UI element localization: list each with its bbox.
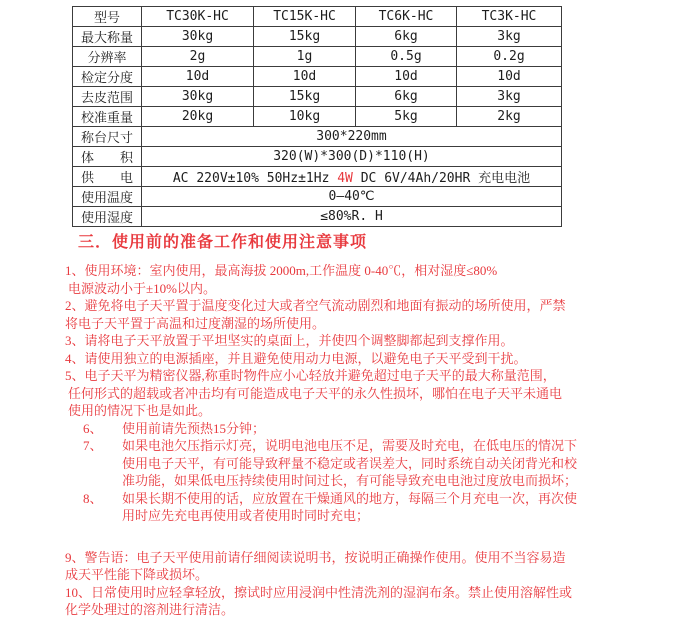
spec-value: 3kg	[457, 87, 562, 107]
note-text: 避免将电子天平置于温度变化过大或者空气流动剧烈和地面有振动的场所使用，严禁	[84, 298, 566, 313]
spec-label: 供 电	[73, 167, 142, 187]
note-number: 2、	[65, 298, 85, 313]
notes-list	[65, 262, 665, 619]
table-row-dimensions	[73, 147, 562, 167]
note-number: 10、	[65, 584, 92, 600]
spec-value: 15kg	[254, 27, 356, 47]
note-number: 7、	[83, 438, 103, 453]
note-item-8	[65, 490, 665, 525]
table-row-calibration-weight	[73, 107, 562, 127]
spec-value: 6kg	[356, 27, 457, 47]
spec-value: 320(W)*300(D)*110(H)	[142, 147, 562, 167]
note-item-5	[65, 367, 665, 420]
note-item-1	[65, 262, 665, 297]
note-text: 日常使用时应轻拿轻放，擦试时应用浸润中性清洗剂的湿润布条。禁止使用溶解性或	[91, 584, 573, 600]
note-text: 请使用独立的电源插座，并且避免使用动力电源，以避免电子天平受到干扰。	[84, 350, 527, 366]
spec-value: 0.2g	[457, 47, 562, 67]
spec-value: 6kg	[356, 87, 457, 107]
spec-value: 10d	[356, 67, 457, 87]
spec-label: 最大称量	[73, 27, 142, 47]
note-text: 电源波动小于±10%以内。	[68, 280, 216, 296]
table-row-tare-range	[73, 87, 562, 107]
spec-value: 0—40℃	[142, 187, 562, 207]
spec-value: 20kg	[142, 107, 254, 127]
spec-table	[72, 6, 562, 227]
model-cell: TC6K-HC	[356, 7, 457, 27]
spec-value: 2kg	[457, 107, 562, 127]
note-text: 化学处理过的溶剂进行清洁。	[65, 602, 235, 617]
note-text: 如果长期不使用的话，应放置在干燥通风的地方，每隔三个月充电一次，再次使	[122, 490, 578, 506]
note-number: 4、	[65, 350, 85, 366]
note-item-3	[65, 332, 665, 350]
note-number: 3、	[65, 333, 85, 348]
note-text: 电子天平为精密仪器,称重时物件应小心轻放并避免超过电子天平的最大称量范围，	[84, 368, 556, 383]
table-row-max-capacity	[73, 27, 562, 47]
note-text: 使用前请先预热15分钟；	[122, 420, 266, 436]
spec-value-power	[142, 167, 562, 187]
note-text: 警告语：电子天平使用前请仔细阅读说明书，按说明正确操作使用。使用不当容易造	[84, 549, 566, 565]
model-cell: TC30K-HC	[142, 7, 254, 27]
note-text: 使用的情况下也是如此。	[68, 403, 212, 418]
model-cell: TC15K-HC	[254, 7, 356, 27]
spec-value: 2g	[142, 47, 254, 67]
note-text: 使用环境：室内使用，最高海拔 2000m,工作温度 0-40℃，相对湿度≤80%	[84, 263, 498, 278]
spec-value: 5kg	[356, 107, 457, 127]
spec-label: 分辨率	[73, 47, 142, 67]
note-number: 1、	[65, 263, 85, 278]
spec-label: 称台尺寸	[73, 127, 142, 147]
table-row-power-supply	[73, 167, 562, 187]
spec-label: 校准重量	[73, 107, 142, 127]
spec-value: 10d	[142, 67, 254, 87]
note-item-9	[65, 549, 665, 584]
note-text: 请将电子天平放置于平坦坚实的桌面上，并使四个调整脚都起到支撑作用。	[84, 333, 514, 348]
spec-value: 300*220mm	[142, 127, 562, 147]
table-row-operating-humidity	[73, 207, 562, 227]
spec-label: 使用温度	[73, 187, 142, 207]
spec-value: 1g	[254, 47, 356, 67]
note-text: 用时应先充电再使用或者使用时同时充电；	[122, 508, 370, 523]
note-text: 准功能，如果低电压持续使用时间过长，有可能导致充电电池过度放电而损坏；	[122, 473, 578, 488]
model-cell: TC3K-HC	[457, 7, 562, 27]
note-item-10	[65, 584, 665, 619]
note-item-2	[65, 297, 665, 332]
note-text: 成天平性能下降或损坏。	[65, 567, 209, 582]
section-title: 三．使用前的准备工作和使用注意事项	[78, 234, 368, 251]
note-number: 8、	[83, 490, 103, 506]
header-label-cell: 型号	[73, 7, 142, 27]
note-number: 5、	[65, 368, 85, 383]
spec-label: 检定分度	[73, 67, 142, 87]
table-row-operating-temperature	[73, 187, 562, 207]
note-text: 如果电池欠压指示灯亮，说明电池电压不足，需要及时充电，在低电压的情况下	[122, 438, 578, 453]
table-header-row	[73, 7, 562, 27]
spec-value: 0.5g	[356, 47, 457, 67]
table-row-resolution	[73, 47, 562, 67]
note-number: 6、	[83, 420, 103, 436]
power-suffix: DC 6V/4Ah/20HR 充电电池	[352, 171, 531, 186]
note-text: 使用电子天平，有可能导致秤量不稳定或者误差大，同时系统自动关闭背光和校	[122, 455, 578, 471]
power-wattage-highlight: 4W	[337, 171, 353, 186]
note-text: 将电子天平置于高温和过度潮湿的场所使用。	[65, 315, 326, 331]
spec-value: 30kg	[142, 27, 254, 47]
note-item-6	[65, 420, 665, 438]
spec-value: 10d	[457, 67, 562, 87]
spec-value: 30kg	[142, 87, 254, 107]
table-row-platform-size	[73, 127, 562, 147]
note-item-4	[65, 350, 665, 368]
spec-value: 10d	[254, 67, 356, 87]
table-row-verification-division	[73, 67, 562, 87]
note-number: 9、	[65, 549, 85, 565]
spec-value: 10kg	[254, 107, 356, 127]
spec-label: 去皮范围	[73, 87, 142, 107]
note-item-7	[65, 437, 665, 490]
note-text: 任何形式的超载或者冲击均有可能造成电子天平的永久性损坏，哪怕在电子天平未通电	[68, 385, 563, 401]
spec-label: 体 积	[73, 147, 142, 167]
spec-label: 使用湿度	[73, 207, 142, 227]
spec-value: ≤80%R. H	[142, 207, 562, 227]
power-prefix: AC 220V±10% 50Hz±1Hz	[172, 171, 338, 186]
spec-value: 15kg	[254, 87, 356, 107]
spec-value: 3kg	[457, 27, 562, 47]
